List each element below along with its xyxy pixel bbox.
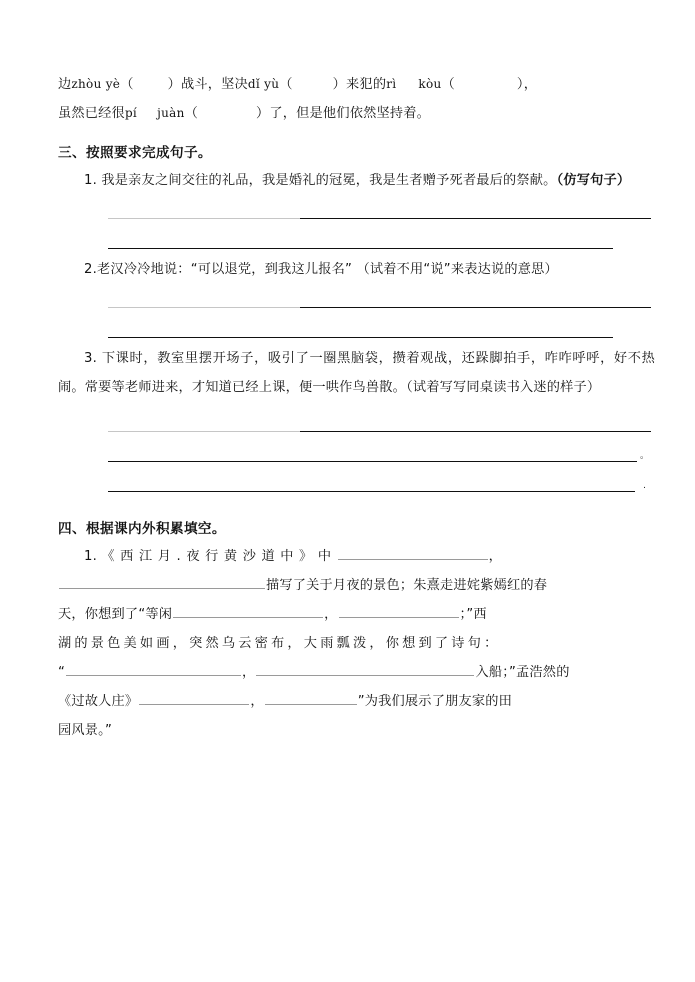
- text-pastoral-scenery: 园风景。”: [58, 723, 112, 738]
- item-2-number: 2.: [84, 262, 97, 277]
- section-three-heading: 三、按照要求完成句子。: [58, 145, 212, 161]
- fill-blank[interactable]: [139, 690, 249, 705]
- pinyin-ri: rì: [386, 77, 397, 91]
- carryover-paragraph: [58, 70, 655, 99]
- spacer-before-section-three: [58, 128, 655, 140]
- pinyin-pi: pí: [124, 106, 138, 120]
- poem-title: 《西江月.夜行黄沙道中》: [101, 549, 318, 564]
- answer-rule[interactable]: [108, 307, 651, 308]
- pinyin-kou: kòu: [418, 77, 442, 91]
- pinyin-juan: juàn: [157, 106, 185, 120]
- carryover-text-c: ）来犯的: [332, 77, 387, 92]
- carryover-text-a: 边: [58, 77, 72, 92]
- text-west-lake: 湖的景色美如画，突然乌云密布，大雨瓢泼，你想到了诗句：: [58, 636, 501, 651]
- answer-line-row[interactable]: [58, 438, 655, 468]
- item-1-answer-lines[interactable]: [58, 195, 655, 255]
- comma-2: ，: [324, 607, 338, 622]
- fill-blank[interactable]: [265, 690, 357, 705]
- fill-blank[interactable]: [59, 574, 265, 589]
- item-3-number: 3.: [84, 351, 97, 366]
- section-three-item-1: [58, 166, 655, 195]
- poem-title-guogurenzhuang: 《过故人庄》: [58, 694, 139, 709]
- pinyin-zhouye: zhòu yè: [71, 77, 121, 91]
- fill-blank[interactable]: [256, 661, 474, 676]
- answer-line-row[interactable]: [58, 225, 655, 255]
- section-three-item-3: [58, 344, 655, 402]
- section-four-item-1-line-5: [58, 658, 655, 687]
- item-2-answer-lines[interactable]: [58, 284, 655, 344]
- fill-blank[interactable]: [66, 661, 241, 676]
- item-3-prompt: （试着写写同桌读书入迷的样子）: [406, 380, 601, 395]
- item-3-text: 下课时，教室里摆开场子，吸引了一圈黑脑袋，攒着观战，还跺脚拍手，咋咋呼呼，好不热闹。常要等老师进来，才知道已经上课，便一哄作鸟兽散。: [58, 351, 655, 395]
- spacer-before-section-four: [58, 498, 655, 516]
- section-four-item-1-line-1: [58, 542, 655, 571]
- quote-open: “: [58, 665, 66, 680]
- pinyin-diyu: dǐ yù: [247, 77, 280, 91]
- answer-line-row[interactable]: [58, 284, 655, 314]
- paren-open-4: （: [184, 106, 198, 121]
- answer-rule[interactable]: [108, 337, 613, 338]
- line-end-mark-period: .: [643, 481, 646, 491]
- section-four-item-1-line-4: [58, 629, 655, 658]
- carryover-text-b: ）战斗，坚决: [167, 77, 248, 92]
- item-1-text: 我是亲友之间交往的礼品，我是婚礼的冠冕，我是生者赠予死者最后的祭献。: [101, 173, 557, 188]
- section-four-item-1-line-2: [58, 571, 655, 600]
- item-2-text: 老汉冷冷地说：“可以退党，到我这儿报名”: [96, 262, 353, 277]
- comma-1: ，: [488, 549, 503, 564]
- item-2-prompt: （试着不用“说”来表达说的意思）: [356, 262, 558, 277]
- item-number: 1.: [84, 549, 97, 564]
- item-1-number: 1.: [84, 173, 97, 188]
- answer-line-row[interactable]: [58, 468, 655, 498]
- answer-rule[interactable]: [108, 248, 613, 249]
- text-ruchuan: 入船；”孟浩然的: [475, 665, 570, 680]
- paren-open-2: （: [279, 77, 293, 92]
- text-spring-think: 天，你想到了“等闲: [58, 607, 173, 622]
- line-end-mark-period-cjk: 。: [639, 451, 649, 461]
- fill-blank[interactable]: [338, 545, 488, 560]
- answer-line-row[interactable]: [58, 314, 655, 344]
- section-four-heading: 四、根据课内外积累填空。: [58, 521, 226, 537]
- comma-4: ，: [250, 694, 264, 709]
- fill-blank[interactable]: [339, 603, 459, 618]
- answer-rule[interactable]: [108, 218, 651, 219]
- answer-rule[interactable]: [108, 491, 635, 492]
- carryover-paragraph-line2: [58, 99, 655, 128]
- paren-open-1: （: [120, 77, 134, 92]
- item-3-answer-lines[interactable]: [58, 408, 655, 498]
- section-four-item-1-line-3: [58, 600, 655, 629]
- section-four-item-1-line-7: [58, 716, 655, 745]
- answer-rule[interactable]: [108, 431, 651, 432]
- answer-line-row[interactable]: [58, 408, 655, 438]
- answer-line-row[interactable]: [58, 195, 655, 225]
- paren-open-3: （: [441, 77, 455, 92]
- text-shows-friend-home: ”为我们展示了朋友家的田: [357, 694, 513, 709]
- fill-blank[interactable]: [173, 603, 323, 618]
- text-zhong: 中: [317, 549, 337, 564]
- comma-3: ，: [242, 665, 256, 680]
- section-four-item-1-line-6: [58, 687, 655, 716]
- section-three-item-2: [58, 255, 655, 284]
- text-describes-moonlit: 描写了关于月夜的景色；朱熹走进姹紫嫣红的春: [266, 578, 548, 593]
- carryover-text-d: ），: [516, 77, 538, 92]
- carryover-text-e: 虽然已经很: [58, 106, 125, 121]
- item-1-prompt: （仿写句子）: [556, 173, 631, 188]
- carryover-text-f: ）了，但是他们依然坚持着。: [256, 106, 431, 121]
- text-xi: ；”西: [459, 607, 487, 622]
- answer-rule[interactable]: [108, 461, 637, 462]
